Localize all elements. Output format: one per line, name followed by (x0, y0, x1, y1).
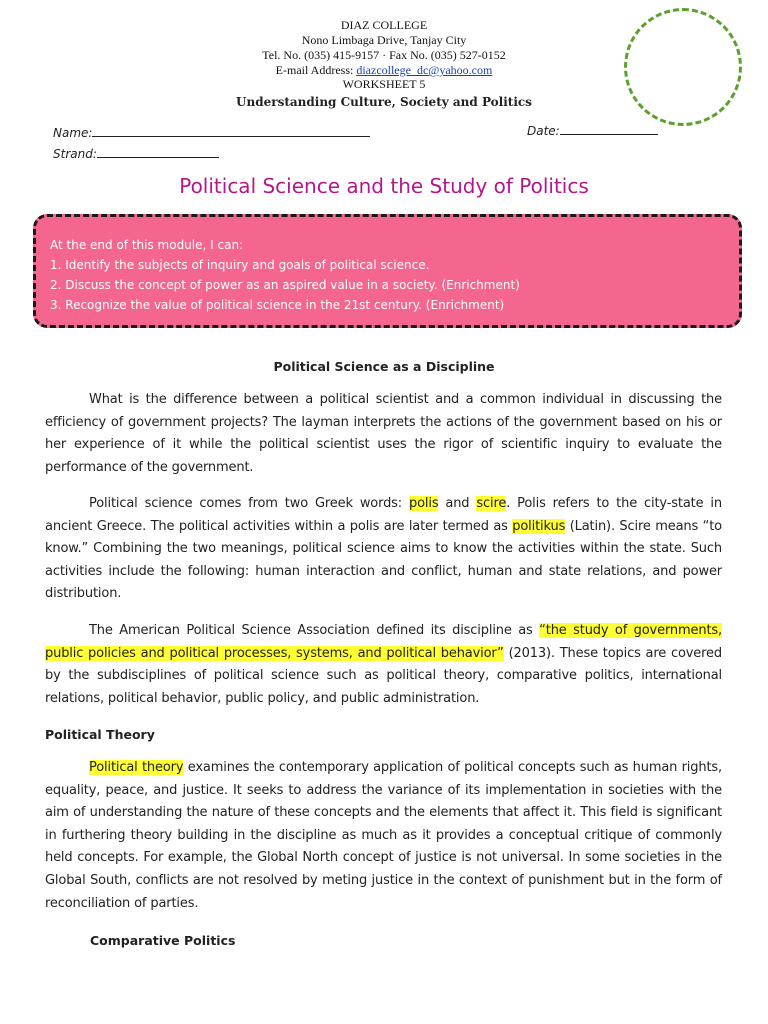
paragraph-etymology: Political science comes from two Greek words: polis and scire. Polis refers to the city-state in ancient Greece. The political activities within a polis are later termed as politikus (Latin). Scire means “to know.” Combining the two meanings, political science aims to know the activities within the state. Such activities include the following: human interaction and conflict, human and state relations, and power distribution. (45, 496, 722, 602)
highlight-politikus: politikus (512, 518, 566, 534)
section-heading-comparative-politics: Comparative Politics (90, 933, 236, 948)
page-title: Political Science and the Study of Politics (179, 174, 589, 198)
paragraph-intro: What is the difference between a political scientist and a common individual in discussing the efficiency of government projects? The layman interprets the actions of the government based on his or her experience of it while the political scientist uses the rigor of scientific inquiry to evaluate the performance of the government. (45, 392, 722, 475)
worksheet-number: WORKSHEET 5 (342, 77, 426, 91)
seal-placeholder (624, 8, 742, 126)
highlight-political-theory: Political theory (89, 760, 184, 775)
objective-item: 2. Discuss the concept of power as an aspired value in a society. (Enrichment) (50, 278, 520, 292)
strand-label: Strand: (53, 147, 97, 161)
objectives-box (33, 214, 742, 328)
objectives-intro: At the end of this module, I can: (50, 238, 244, 252)
name-field[interactable] (53, 124, 370, 140)
paragraph-political-theory: Political theory examines the contemporary application of political concepts such as human rights, equality, peace, and justice. It seeks to address the variance of its implementation in societies with the aim of understanding the nature of these concepts and the elements that affect it. This field is significant in furthering theory building in the discipline as much as it provides a conceptual critique of commonly held concepts. For example, the Global North concept of justice is not universal. In some societies in the Global South, conflicts are not resolved by meting justice in the context of punishment but in the form of reconciliation of parties. (45, 760, 722, 911)
date-field[interactable] (527, 122, 658, 138)
highlight-polis: polis (408, 496, 439, 511)
school-phone: Tel. No. (035) 415-9157 · Fax No. (035) 527-0152 (262, 48, 506, 62)
objective-item: 3. Recognize the value of political science in the 21st century. (Enrichment) (50, 298, 505, 312)
highlight-scire: scire (476, 496, 507, 511)
email-label: E-mail Address: (275, 63, 357, 77)
section-heading-discipline: Political Science as a Discipline (273, 359, 495, 374)
strand-field[interactable] (53, 145, 219, 161)
subject-title: Understanding Culture, Society and Politics (236, 95, 532, 109)
name-label: Name: (53, 126, 93, 140)
email-link[interactable]: diazcollege_dc@yahoo.com (356, 63, 493, 77)
paragraph-apsa: The American Political Science Association defined its discipline as “the study of governments, public policies and political processes, systems, and political behavior” (2013). These topics are covered by the subdisciplines of political science such as political theory, comparative politics, international relations, political behavior, public policy, and public administration. (45, 623, 722, 706)
objective-item: 1. Identify the subjects of inquiry and goals of political science. (50, 258, 430, 272)
date-label: Date: (527, 124, 560, 138)
section-heading-political-theory: Political Theory (45, 727, 155, 742)
school-name: DIAZ COLLEGE (340, 18, 428, 32)
highlight-apsa-quote: “the study of governments, public policies and political processes, systems, and political behavior” (45, 623, 722, 661)
school-address: Nono Limbaga Drive, Tanjay City (301, 33, 467, 47)
